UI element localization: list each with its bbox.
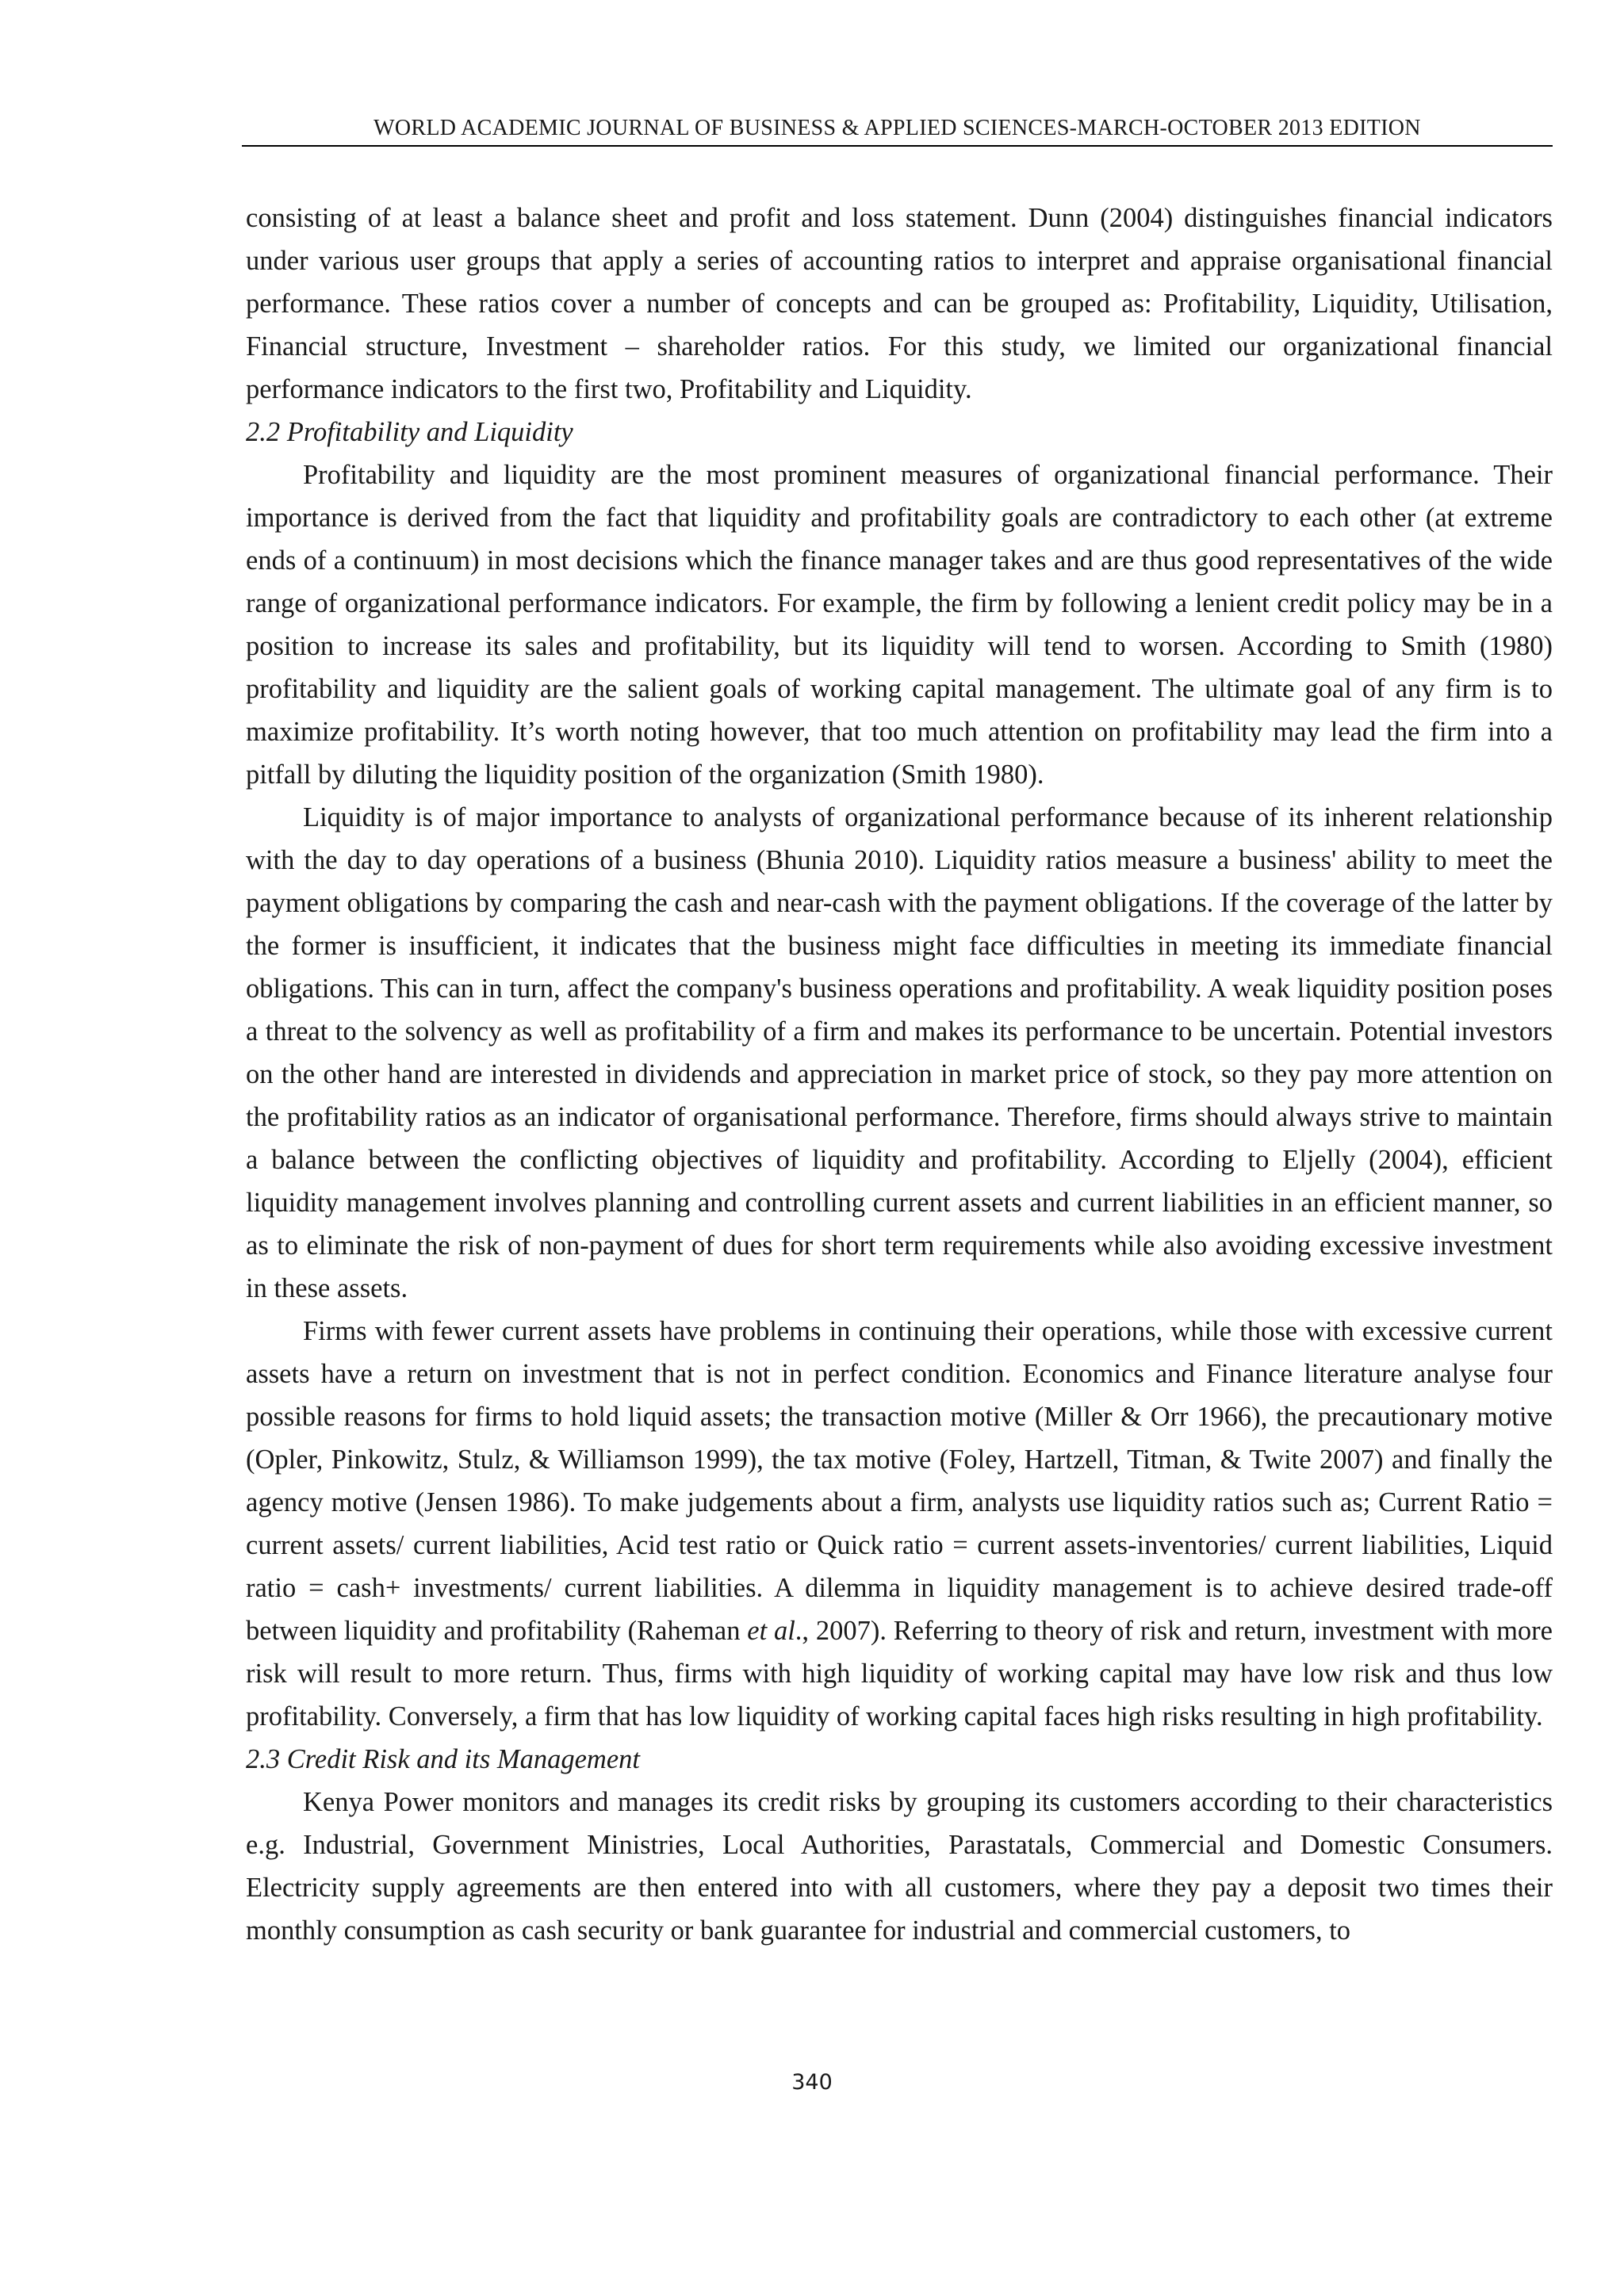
page-number: 340 [791, 2070, 833, 2095]
section-heading-2-2: 2.2 Profitability and Liquidity [246, 417, 573, 447]
section-heading-2-3: 2.3 Credit Risk and its Management [246, 1744, 640, 1774]
paragraph-liquidity-importance: Liquidity is of major importance to analysts of organizational performance because of its inherent relationship with the day to day operations of a business (Bhunia 2010). Liquidity ratios measure a business' ability to meet the payment obligations by comparing the cash and near-cash with the payment obligations. If the coverage of the latter by the former is insufficient, it indicates that the business might face difficulties in meeting its immediate financial obligations. This can in turn, affect the company's business operations and profitability. A weak liquidity position poses a threat to the solvency as well as profitability of a firm and makes its performance to be uncertain. Potential investors on the other hand are interested in dividends and appreciation in market price of stock, so they pay more attention on the profitability ratios as an indicator of organisational performance. Therefore, firms should always strive to maintain a balance between the conflicting objectives of liquidity and profitability. According to Eljelly (2004), efficient liquidity management involves planning and controlling current assets and current liabilities in an efficient manner, so as to eliminate the risk of non-payment of dues for short term requirements while also avoiding excessive investment in these assets. [246, 802, 1553, 1303]
paragraph-liquid-assets-part-2: ., 2007). Referring to theory of risk and return, investment with more risk will result to more return. Thus, firms with high liquidity of working capital may have low risk and thus low profitability. Conversely, a firm that has low liquidity of working capital faces high risks resulting in high profitability. [246, 1616, 1553, 1732]
paragraph-intro: consisting of at least a balance sheet and profit and loss statement. Dunn (2004) distinguishes financial indicators under various user groups that apply a series of accounting ratios to interpret and appraise organisational financial performance. These ratios cover a number of concepts and can be grouped as: Profitability, Liquidity, Utilisation, Financial structure, Investment – shareholder ratios. For this study, we limited our organizational financial performance indicators to the first two, Profitability and Liquidity. [246, 203, 1553, 404]
paragraph-profitability-liquidity: Profitability and liquidity are the most prominent measures of organizational financial performance. Their importance is derived from the fact that liquidity and profitability goals are contradictory to each other (at extreme ends of a continuum) in most decisions which the finance manager takes and are thus good representatives of the wide range of organizational performance indicators. For example, the firm by following a lenient credit policy may be in a position to increase its sales and profitability, but its liquidity will tend to worsen. According to Smith (1980) profitability and liquidity are the salient goals of working capital management. The ultimate goal of any firm is to maximize profitability. It’s worth noting however, that too much attention on profitability may lead the firm into a pitfall by diluting the liquidity position of the organization (Smith 1980). [246, 460, 1553, 790]
running-header: WORLD ACADEMIC JOURNAL OF BUSINESS & APPLIED SCIENCES-MARCH-OCTOBER 2013 EDITION [373, 116, 1421, 140]
paragraph-credit-risk: Kenya Power monitors and manages its credit risks by grouping its customers according to their characteristics e.g. Industrial, Government Ministries, Local Authorities, Parastatals, Commercial and Domestic Consumers. Electricity supply agreements are then entered into with all customers, where they pay a deposit two times their monthly consumption as cash security or bank guarantee for industrial and commercial customers, to [246, 1787, 1553, 1946]
paragraph-liquid-assets [246, 1310, 1553, 1738]
et-al-italic: et al [747, 1616, 795, 1646]
header-rule [242, 145, 1553, 147]
article-body [246, 197, 1553, 1952]
paragraph-liquid-assets-part-1: Firms with fewer current assets have problems in continuing their operations, while those with excessive current assets have a return on investment that is not in perfect condition. Economics and Finance literature analyse four possible reasons for firms to hold liquid assets; the transaction motive (Miller & Orr 1966), the precautionary motive (Opler, Pinkowitz, Stulz, & Williamson 1999), the tax motive (Foley, Hartzell, Titman, & Twite 2007) and finally the agency motive (Jensen 1986). To make judgements about a firm, analysts use liquidity ratios such as; Current Ratio = current assets/ current liabilities, Acid test ratio or Quick ratio = current assets-inventories/ current liabilities, Liquid ratio = cash+ investments/ current liabilities. A dilemma in liquidity management is to achieve desired trade-off between liquidity and profitability (Raheman [246, 1316, 1553, 1646]
